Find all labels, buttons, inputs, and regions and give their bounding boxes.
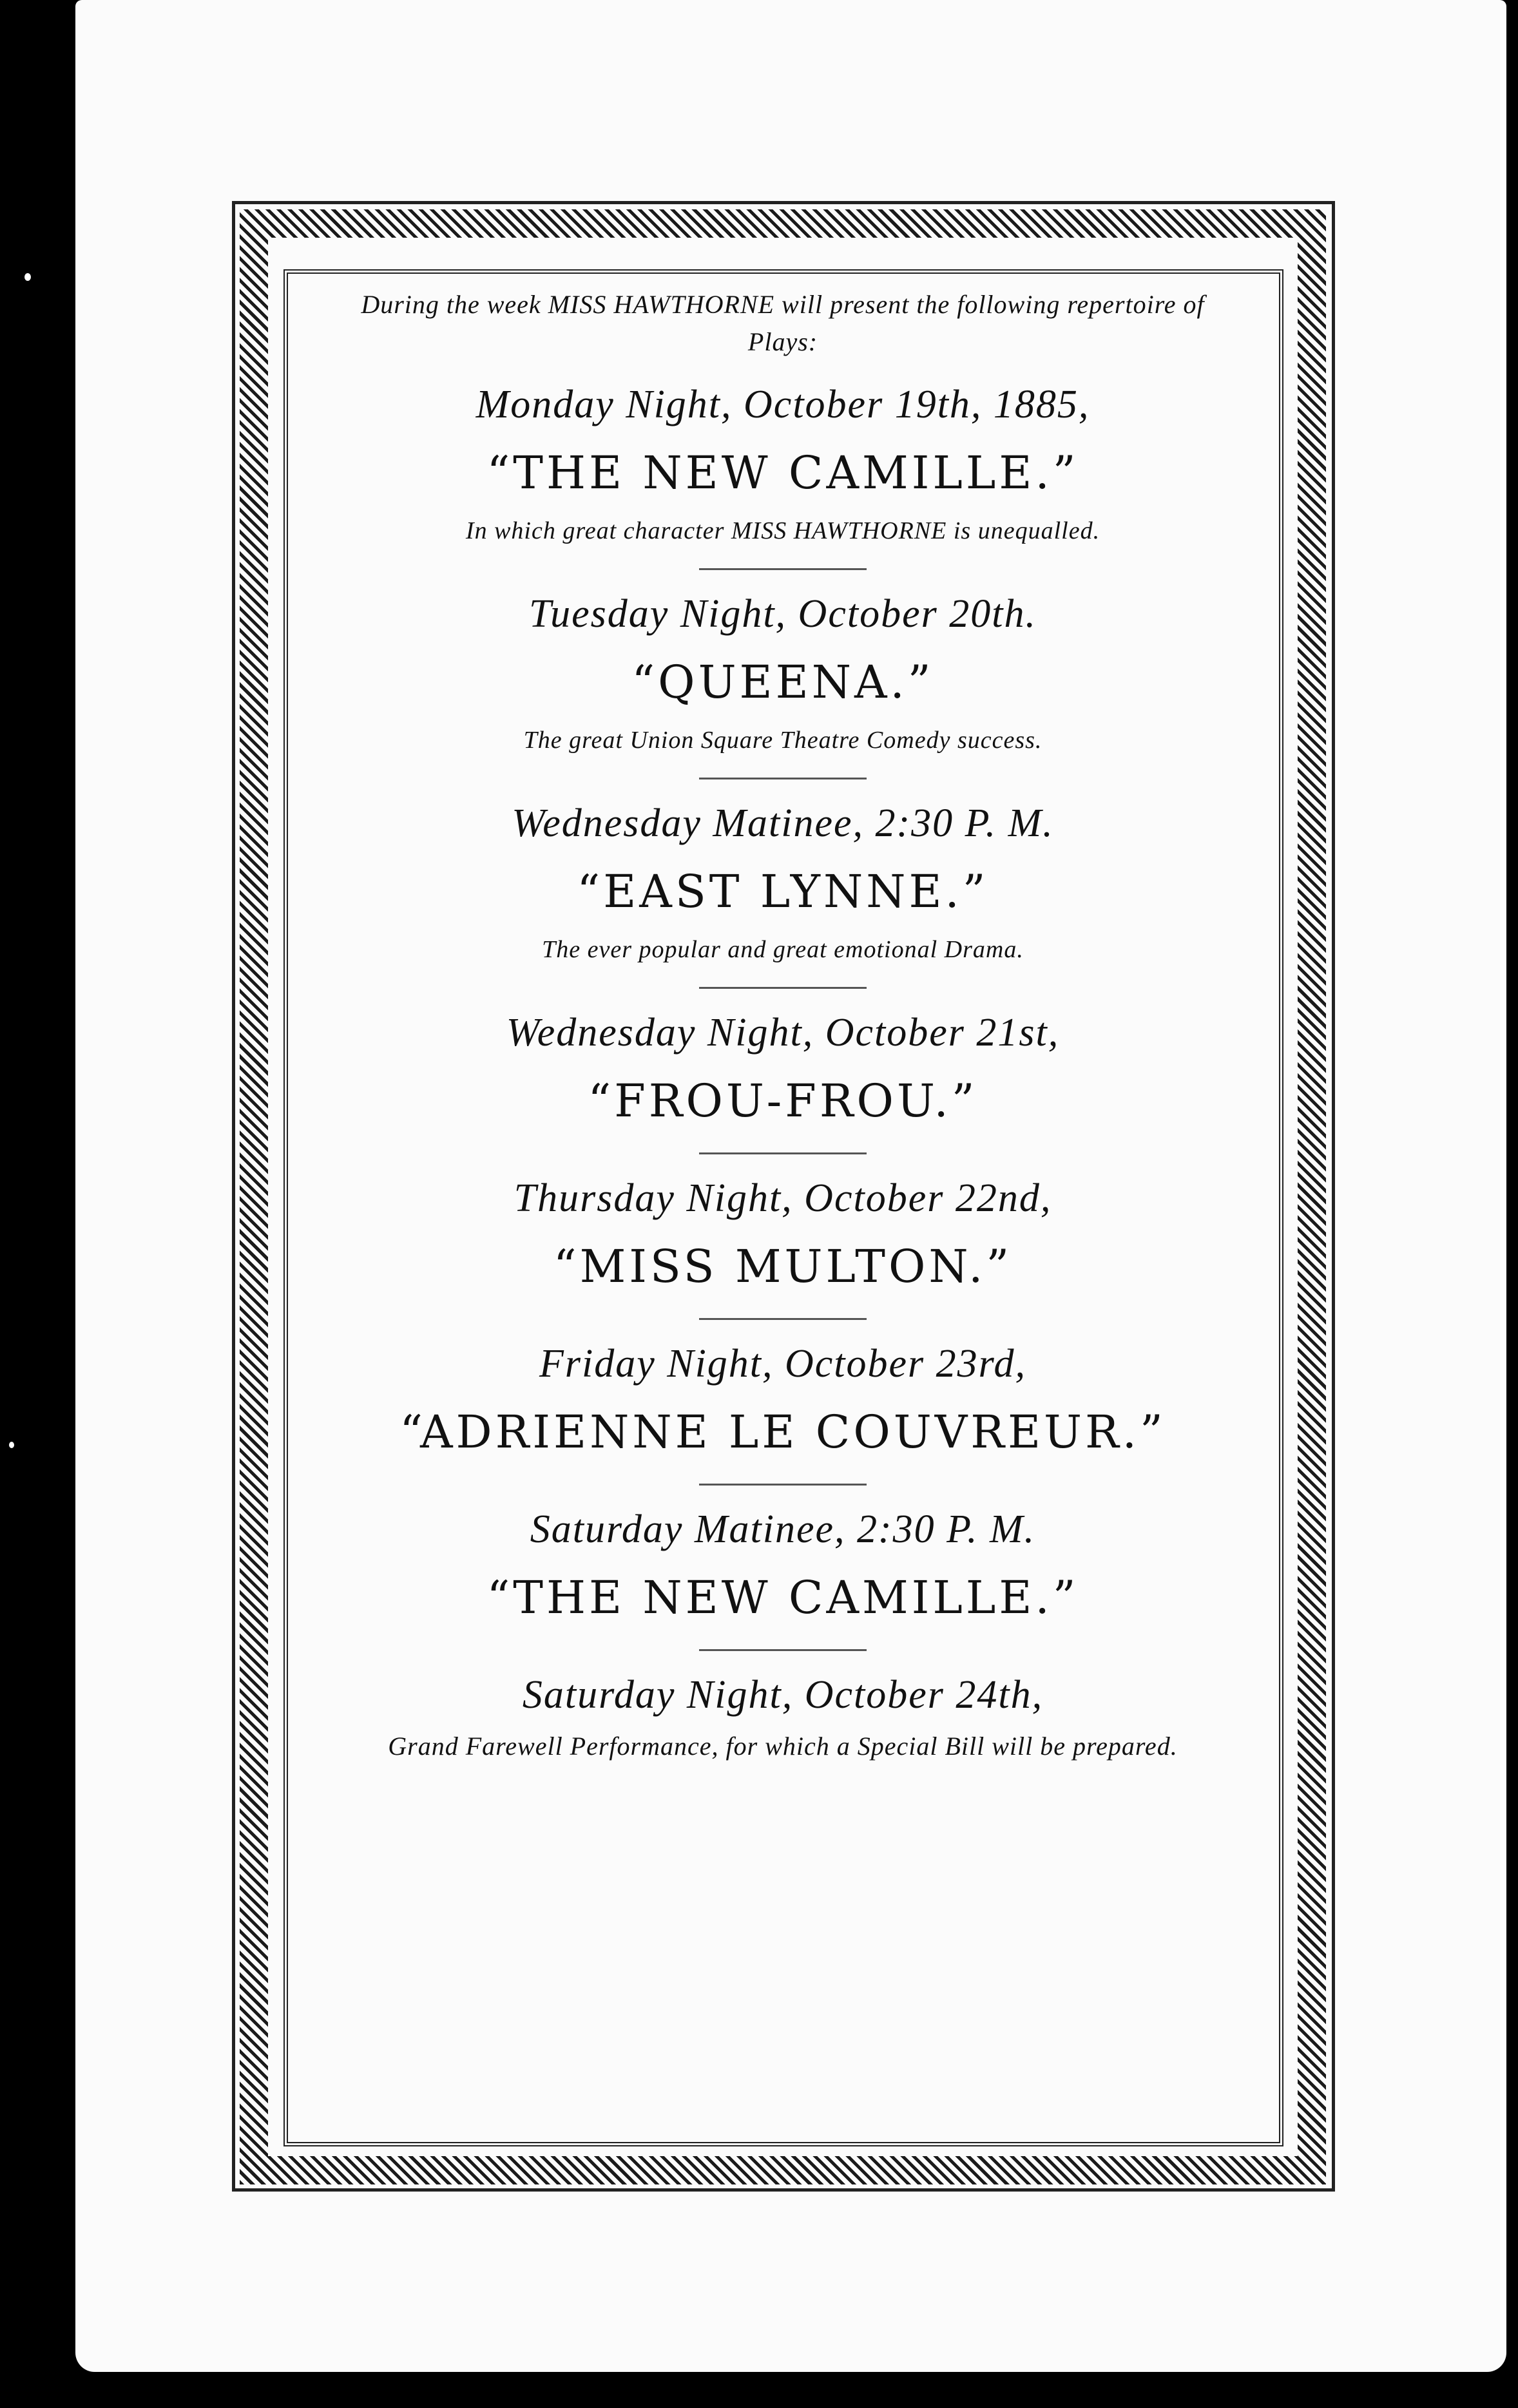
performance-date: Saturday Matinee, 2:30 P. M. (530, 1507, 1036, 1551)
separator-rule (699, 1649, 867, 1651)
performance-date: Saturday Night, October 24th, (522, 1673, 1044, 1717)
performance-date: Friday Night, October 23rd, (539, 1342, 1027, 1386)
separator-rule (699, 568, 867, 570)
edge-speck (9, 1442, 14, 1448)
performance-date: Thursday Night, October 22nd, (514, 1176, 1052, 1220)
finale-item (303, 1670, 1263, 1764)
play-title: “EAST LYNNE.” (577, 865, 989, 918)
intro-text: During the week MISS HAWTHORNE will present the following repertoire of Plays: (361, 290, 1205, 356)
performance-date: Tuesday Night, October 20th. (529, 592, 1037, 636)
play-note: The great Union Square Theatre Comedy success. (523, 727, 1042, 754)
repertoire-listing (303, 277, 1263, 1764)
separator-rule (699, 1152, 867, 1154)
performance-item (303, 799, 1263, 989)
performance-item (303, 380, 1263, 570)
separator-rule (699, 778, 867, 779)
performance-item (303, 1008, 1263, 1154)
play-note: In which great character MISS HAWTHORNE is unequalled. (465, 517, 1100, 544)
performance-item (303, 1505, 1263, 1651)
play-title: “MISS MULTON.” (553, 1240, 1013, 1293)
separator-rule (699, 1484, 867, 1486)
play-title: “THE NEW CAMILLE.” (486, 1571, 1079, 1624)
performance-item (303, 1174, 1263, 1320)
performance-item (303, 1339, 1263, 1486)
play-title: “THE NEW CAMILLE.” (486, 446, 1079, 499)
performance-date: Wednesday Night, October 21st, (506, 1011, 1060, 1055)
play-title: “ADRIENNE LE COUVREUR.” (399, 1406, 1166, 1458)
performance-item (303, 589, 1263, 779)
finale-note: Grand Farewell Performance, for which a Special Bill will be prepared. (388, 1732, 1178, 1761)
performance-date: Wednesday Matinee, 2:30 P. M. (512, 801, 1054, 845)
separator-rule (699, 1318, 867, 1320)
performance-date: Monday Night, October 19th, 1885, (476, 383, 1090, 426)
separator-rule (699, 987, 867, 989)
play-title: “QUEENA.” (631, 656, 934, 709)
play-note: The ever popular and great emotional Drama. (542, 936, 1024, 963)
edge-speck (24, 273, 31, 281)
play-title: “FROU-FROU.” (588, 1075, 978, 1127)
